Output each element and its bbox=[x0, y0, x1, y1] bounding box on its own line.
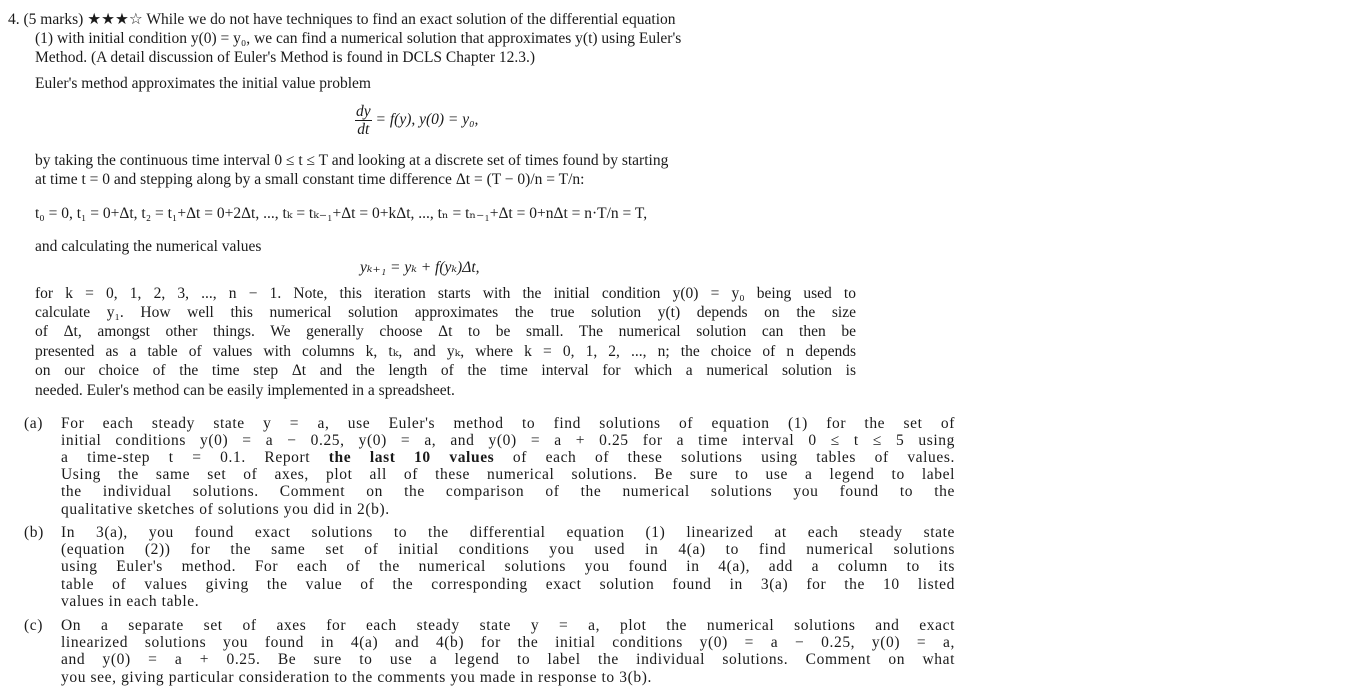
intro-line-3: Method. (A detail discussion of Euler's Method is found in DCLS Chapter 12.3.) bbox=[35, 49, 536, 66]
paragraph-note-line-6: needed. Euler's method can be easily implemented in a spreadsheet. bbox=[35, 382, 455, 399]
equation-euler-step: yₖ₊₁ = yₖ + f(yₖ)Δt, bbox=[360, 259, 480, 276]
paragraph-note-line-3: of Δt, amongst other things. We generally choose Δt to be small. The numerical solution can then be bbox=[35, 323, 856, 340]
part-c-line-3: and y(0) = a + 0.25. Be sure to use a legend to label the individual solutions. Comment on what bbox=[61, 651, 955, 668]
equation-ivp-rest: = f(y), y(0) = y₀, bbox=[375, 111, 479, 129]
part-b-line-4: table of values giving the value of the corresponding exact solution found in 3(a) for the 10 listed bbox=[61, 576, 955, 593]
equation-ivp bbox=[355, 103, 478, 138]
part-b-line-3: using Euler's method. For each of the numerical solutions you found in 4(a), add a column to its bbox=[61, 558, 955, 575]
paragraph-note-line-5: on our choice of the time step Δt and the length of the time interval for which a numerical solution is bbox=[35, 362, 856, 379]
part-a-emphasis: the last 10 values bbox=[328, 449, 495, 466]
part-b-line-2: (equation (2)) for the same set of initial conditions you used in 4(a) to find numerical solutions bbox=[61, 541, 955, 558]
paragraph-calc: and calculating the numerical values bbox=[35, 238, 262, 255]
part-a-line-6: qualitative sketches of solutions you did in 2(b). bbox=[61, 501, 390, 518]
fraction-numerator: dy bbox=[356, 103, 371, 120]
part-a-line-2: initial conditions y(0) = a − 0.25, y(0) = a, and y(0) = a + 0.25 for a time interval 0 ≤ t ≤ 5 using bbox=[61, 432, 955, 449]
difficulty-stars: ★★★☆ bbox=[87, 11, 143, 28]
problem-header bbox=[8, 10, 676, 29]
paragraph-note-line-1: for k = 0, 1, 2, 3, ..., n − 1. Note, this iteration starts with the initial condition y(0) = y₀ being used to bbox=[35, 285, 856, 302]
part-b-line-5: values in each table. bbox=[61, 593, 200, 610]
part-a-line-4: Using the same set of axes, plot all of these numerical solutions. Be sure to use a legend to label bbox=[61, 466, 955, 483]
equation-time-steps: t₀ = 0, t₁ = 0+Δt, t₂ = t₁+Δt = 0+2Δt, ..., tₖ = tₖ₋₁+Δt = 0+kΔt, ..., tₙ = tₙ₋₁+Δt = 0+nΔt = n·T/n = T, bbox=[35, 205, 648, 222]
part-a-line-3-pre: a time-step t = 0.1. Report bbox=[61, 449, 329, 466]
part-a-line-5: the individual solutions. Comment on the comparison of the numerical solutions you found to the bbox=[61, 483, 955, 500]
part-c-line-2: linearized solutions you found in 4(a) and 4(b) for the initial conditions y(0) = a − 0.25, y(0) = a, bbox=[61, 634, 955, 651]
derivative-fraction bbox=[355, 103, 372, 138]
part-c-line-4: you see, giving particular consideration to the comments you made in response to 3(b). bbox=[61, 669, 652, 686]
paragraph-time-line-2: at time t = 0 and stepping along by a small constant time difference Δt = (T − 0)/n = T/n: bbox=[35, 171, 585, 188]
part-a-line-3-post: of each of these solutions using tables of values. bbox=[494, 449, 955, 466]
problem-marks: (5 marks) bbox=[23, 11, 84, 28]
intro-line-2: (1) with initial condition y(0) = y₀, we can find a numerical solution that approximates y(t) using Euler's bbox=[35, 30, 682, 47]
paragraph-time-line-1: by taking the continuous time interval 0 ≤ t ≤ T and looking at a discrete set of times found by starting bbox=[35, 152, 669, 169]
part-a-label: (a) bbox=[24, 415, 44, 432]
intro-line-1: While we do not have techniques to find an exact solution of the differential equation bbox=[146, 11, 676, 28]
paragraph-note-line-4: presented as a table of values with columns k, tₖ, and yₖ, where k = 0, 1, 2, ..., n; the choice of n depends bbox=[35, 343, 856, 360]
fraction-denominator: dt bbox=[357, 121, 370, 138]
paragraph-note-line-2: calculate y₁. How well this numerical solution approximates the true solution y(t) depends on the size bbox=[35, 304, 856, 321]
part-c-label: (c) bbox=[24, 617, 44, 634]
part-a-line-1: For each steady state y = a, use Euler's method to find solutions of equation (1) for the set of bbox=[61, 415, 955, 432]
part-b-line-1: In 3(a), you found exact solutions to the differential equation (1) linearized at each steady state bbox=[61, 524, 955, 541]
problem-number: 4. bbox=[8, 11, 20, 28]
paragraph-euler-intro: Euler's method approximates the initial value problem bbox=[35, 75, 371, 92]
part-b-label: (b) bbox=[24, 524, 44, 541]
part-c-line-1: On a separate set of axes for each steady state y = a, plot the numerical solutions and exact bbox=[61, 617, 955, 634]
